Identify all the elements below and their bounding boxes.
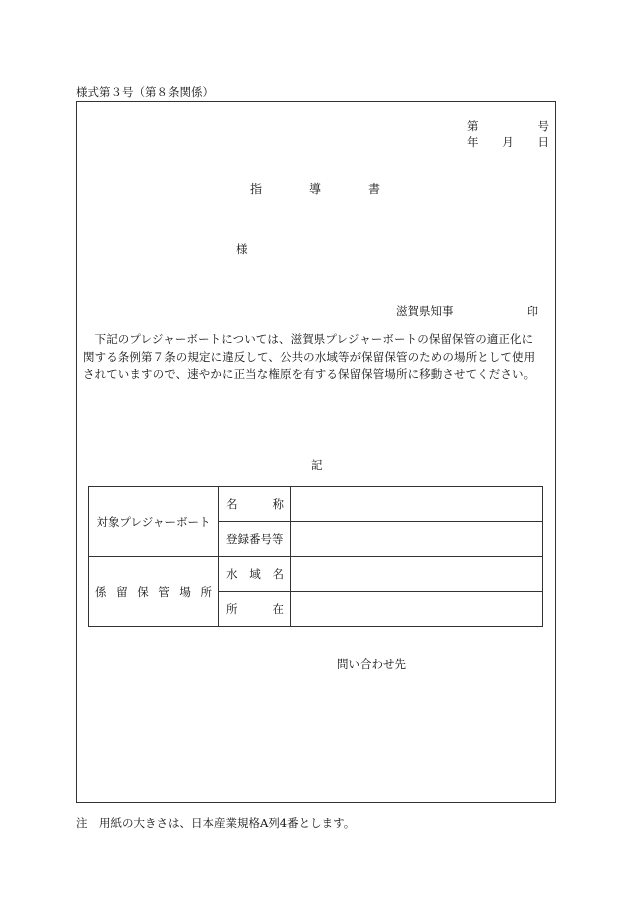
body-line: されていますので、速やかに正当な権原を有する保留保管場所に移動させてください。 (83, 367, 536, 381)
label-char: 所 (226, 602, 238, 616)
row-label-water-area (219, 557, 291, 592)
row-label-location (219, 592, 291, 627)
title-char: 導 (308, 182, 321, 196)
label-char: 場 (179, 584, 191, 599)
body-text (83, 331, 553, 384)
title-char: 指 (250, 182, 263, 196)
date-day: 日 (537, 135, 549, 149)
table-row (89, 557, 543, 592)
date-year: 年 (467, 135, 479, 149)
label-char: 水 (226, 567, 238, 581)
form-reference: 様式第３号（第８条関係） (76, 85, 214, 99)
label-char: 所 (200, 584, 212, 599)
seal-mark: 印 (527, 305, 538, 318)
label-char: 保 (137, 584, 149, 599)
label-char: 管 (158, 584, 170, 599)
value-cell-water-area[interactable] (291, 557, 543, 592)
value-cell-location[interactable] (291, 592, 543, 627)
group-label-boat (89, 487, 219, 557)
number-suffix: 号 (537, 119, 549, 133)
contact-label: 問い合わせ先 (337, 657, 406, 671)
value-cell-name[interactable] (291, 487, 543, 522)
label-char: 称 (272, 497, 284, 511)
row-label-name (219, 487, 291, 522)
value-cell-registration[interactable] (291, 522, 543, 557)
label-char: 域 (249, 567, 261, 581)
date-line (467, 134, 549, 150)
label-text: 登録番号等 (226, 532, 284, 546)
document-frame (76, 101, 556, 803)
row-label-registration (219, 522, 291, 557)
group-label-text: 対象プレジャーボート (96, 514, 211, 529)
addressee-honorific: 様 (236, 242, 248, 256)
label-char: 名 (226, 497, 238, 511)
label-char: 在 (272, 602, 284, 616)
footnote: 注 用紙の大きさは、日本産業規格A列4番とします。 (76, 816, 356, 830)
issuer-name: 滋賀県知事 (396, 304, 454, 318)
label-char: 留 (116, 584, 128, 599)
table-row (89, 487, 543, 522)
body-line: 下記のプレジャーボートについては、滋賀県プレジャーボートの保留保管の適正化に (94, 332, 534, 346)
label-char: 名 (272, 567, 284, 581)
date-month: 月 (502, 135, 514, 149)
label-char: 係 (95, 584, 107, 599)
number-prefix: 第 (467, 119, 479, 133)
document-number-line (467, 118, 549, 134)
body-line: 関する条例第７条の規定に違反して、公共の水域等が保留保管のための場所として使用 (83, 349, 536, 364)
group-label-storage (89, 557, 219, 627)
details-table (88, 486, 543, 627)
title-char: 書 (367, 182, 380, 196)
note-heading: 記 (311, 458, 323, 472)
document-title (250, 180, 380, 197)
